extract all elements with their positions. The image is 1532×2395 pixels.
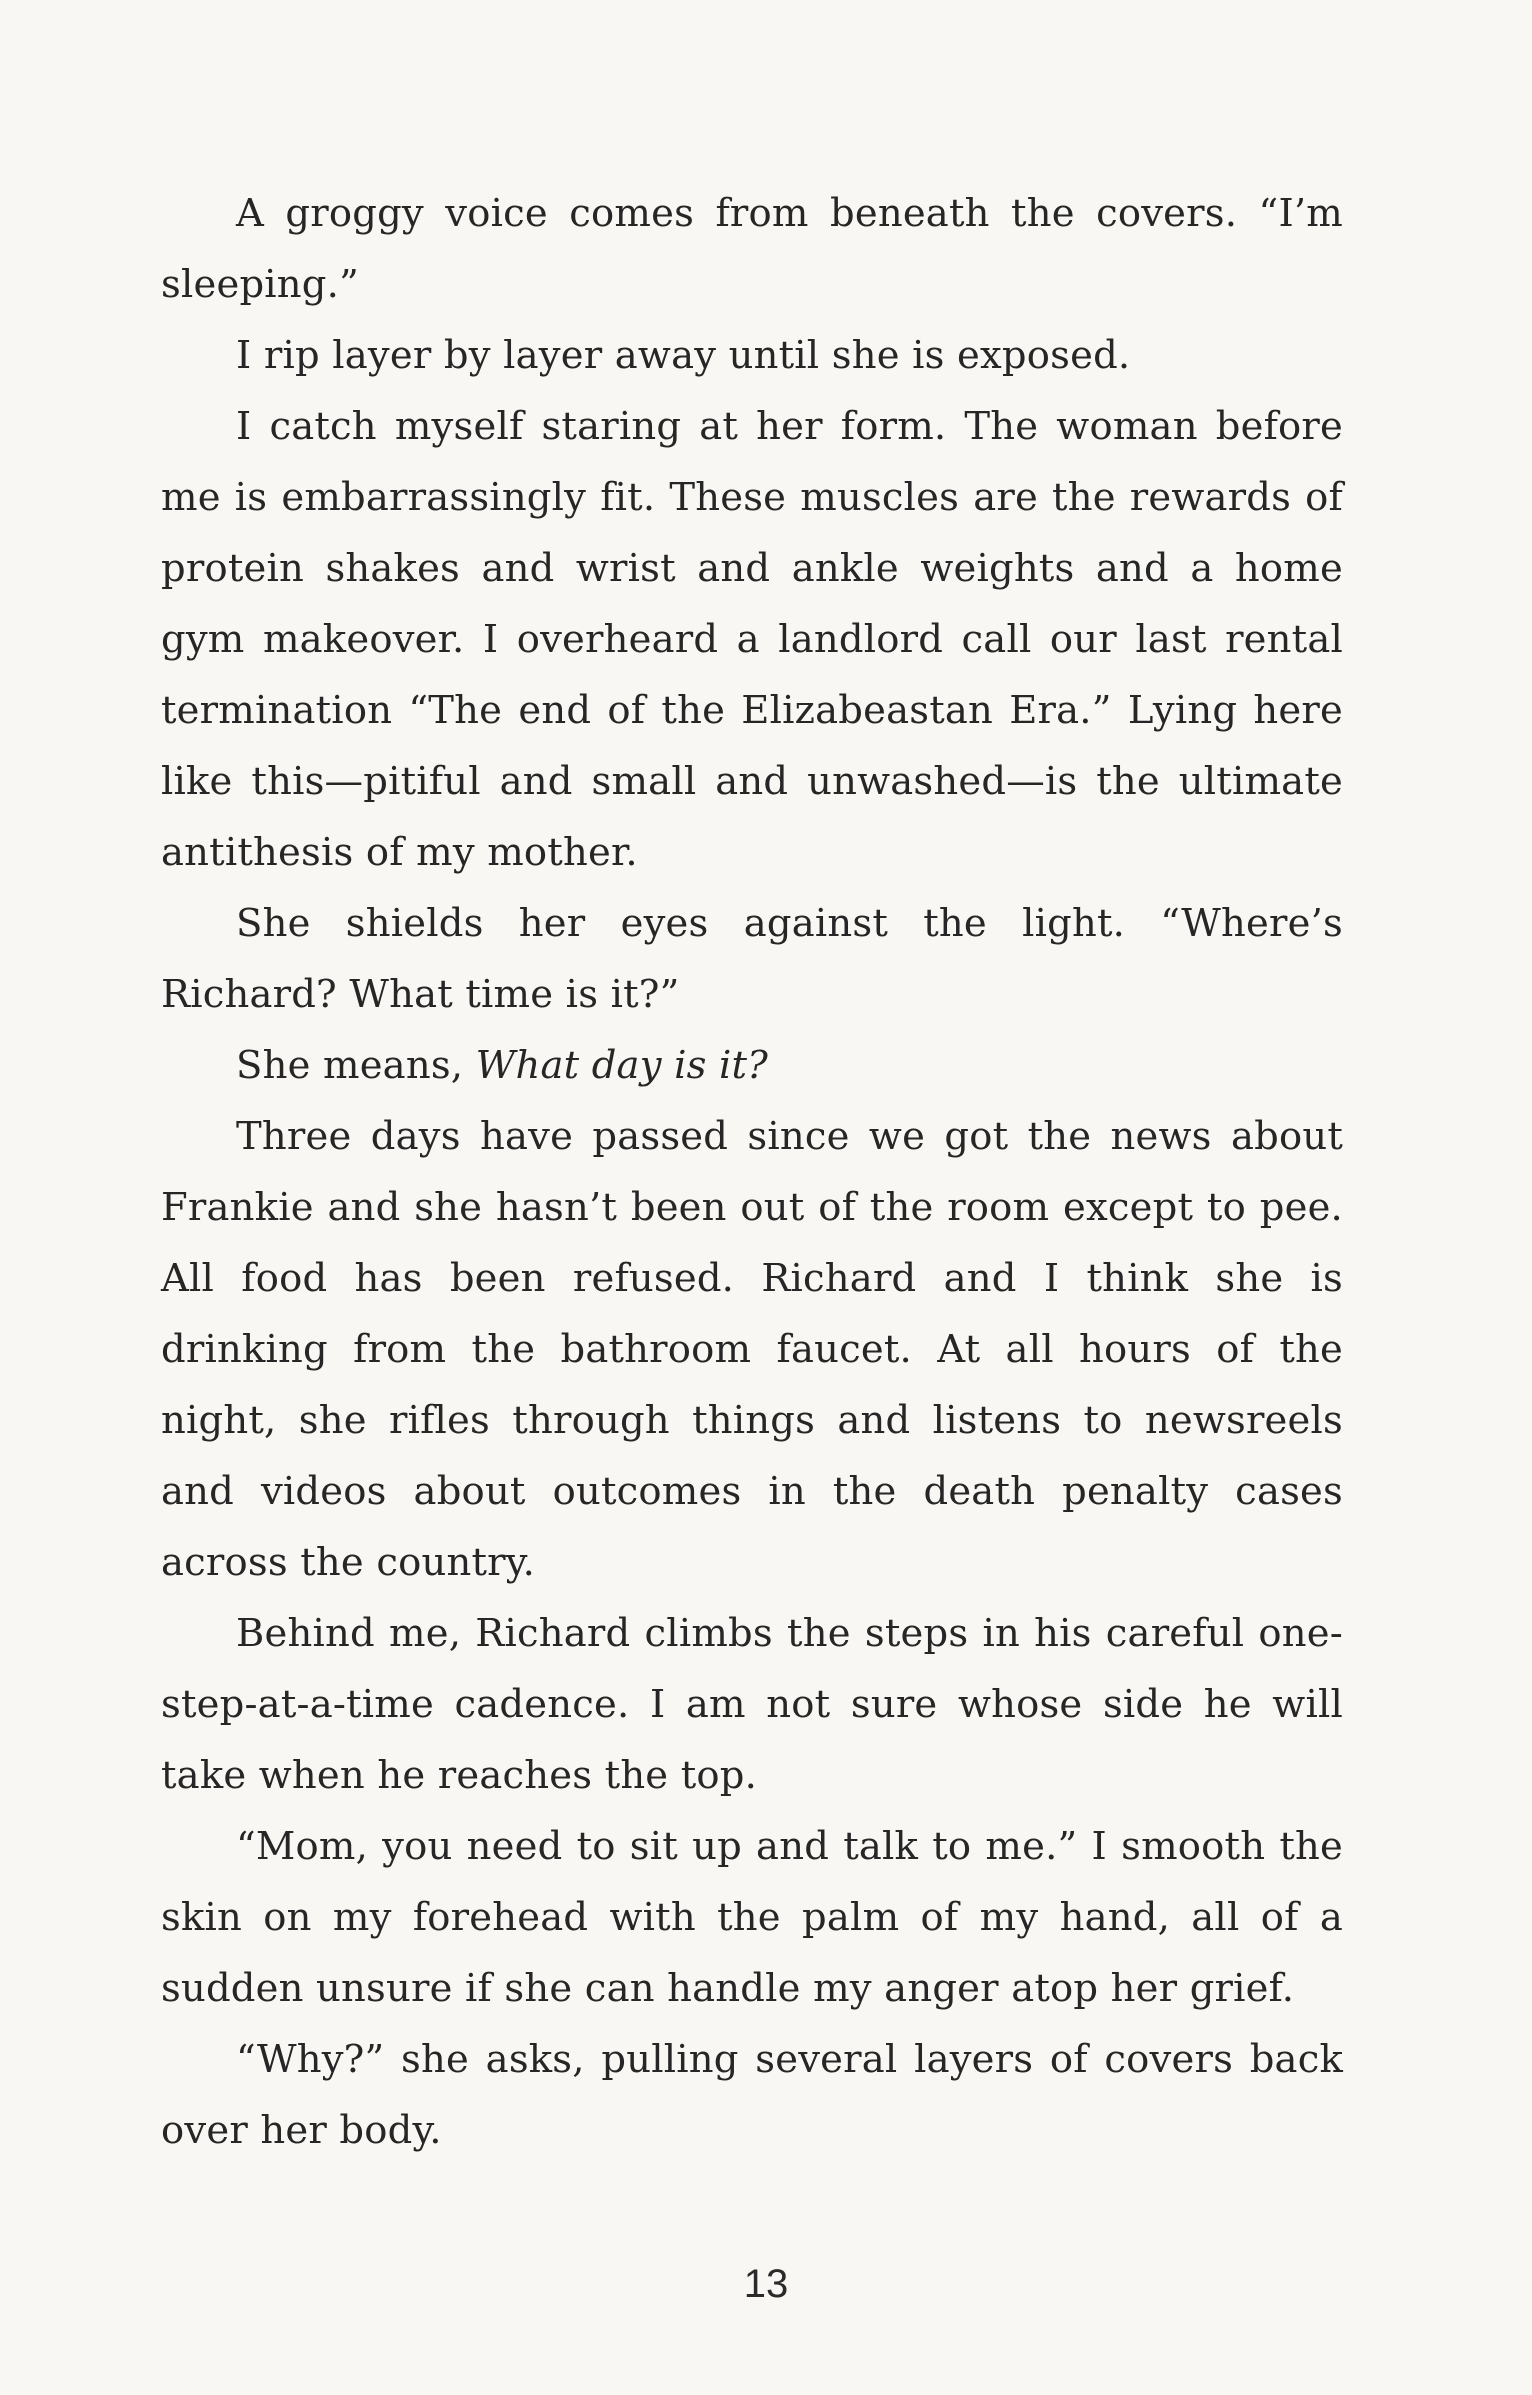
page-number: 13 — [743, 2262, 789, 2306]
page-body — [161, 178, 1343, 2166]
paragraph-5 — [161, 1030, 1343, 1101]
paragraph-2: I rip layer by layer away until she is exposed. — [236, 333, 1131, 378]
paragraph-7: Behind me, Richard climbs the steps in his careful one-step-at-a-time cadence. I am not sure whose side he will take when he reaches the top. — [161, 1611, 1343, 1798]
paragraph-3: I catch myself staring at her form. The woman before me is embarrassingly fit. These muscles are the rewards of protein shakes and wrist and ankle weights and a home gym makeover. I overheard a landlord call our last rental termination “The end of the Elizabeastan Era.” Lying here like this—pitiful and small and unwashed—is the ultimate antithesis of my mother. — [161, 404, 1343, 875]
paragraph-1: A groggy voice comes from beneath the covers. “I’m sleeping.” — [161, 191, 1343, 307]
paragraph-9: “Why?” she asks, pulling several layers of covers back over her body. — [161, 2037, 1343, 2153]
italic-question: What day is it? — [475, 1043, 769, 1088]
paragraph-6: Three days have passed since we got the news about Frankie and she hasn’t been out of the room except to pee. All food has been refused. Richard and I think she is drinking from the bathroom faucet. At all hours of the night, she rifles through things and listens to newsreels and videos about outcomes in the death penalty cases across the country. — [161, 1114, 1343, 1585]
paragraph-8: “Mom, you need to sit up and talk to me.” I smooth the skin on my forehead with the palm of my hand, all of a sudden unsure if she can handle my anger atop her grief. — [161, 1824, 1343, 2011]
paragraph-4: She shields her eyes against the light. “Where’s Richard? What time is it?” — [161, 901, 1343, 1017]
paragraph-5-lead: She means, — [236, 1043, 476, 1088]
